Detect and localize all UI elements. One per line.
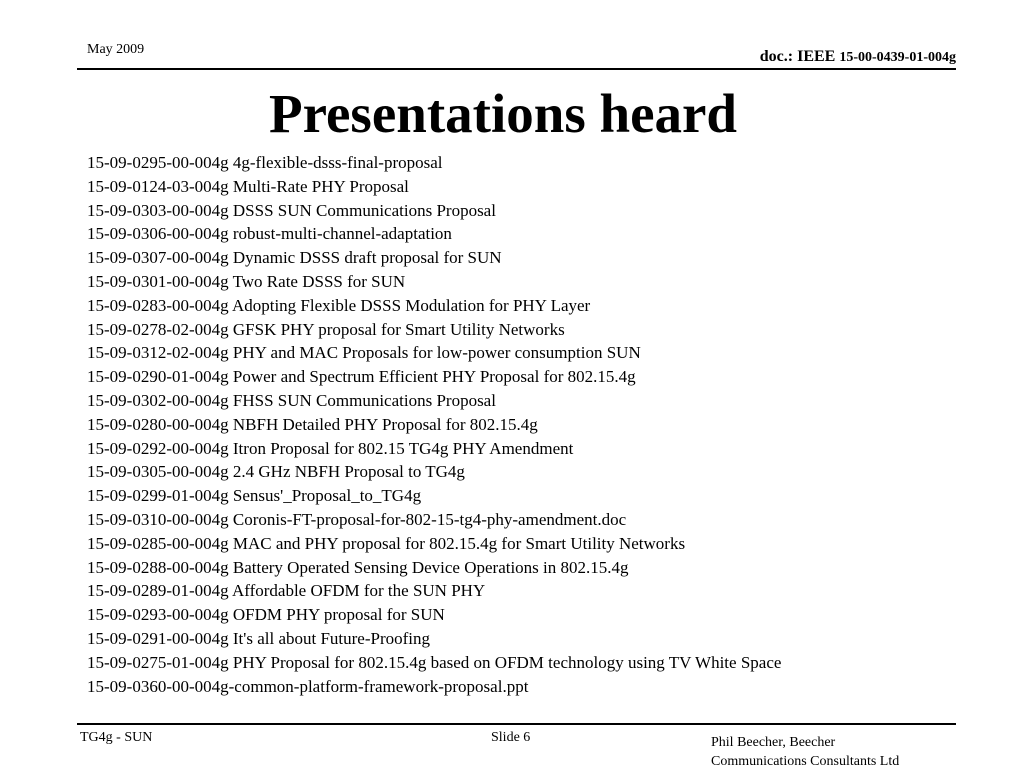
list-item: 15-09-0288-00-004g Battery Operated Sensing Device Operations in 802.15.4g	[87, 557, 629, 577]
presentation-list	[87, 151, 987, 698]
footer-author-line-2: Communications Consultants Ltd	[711, 754, 900, 769]
list-item: 15-09-0290-01-004g Power and Spectrum Efficient PHY Proposal for 802.15.4g	[87, 367, 636, 387]
list-item: 15-09-0292-00-004g Itron Proposal for 802.15 TG4g PHY Amendment	[87, 438, 574, 458]
list-item: 15-09-0305-00-004g 2.4 GHz NBFH Proposal to TG4g	[87, 462, 465, 482]
list-item: 15-09-0299-01-004g Sensus'_Proposal_to_TG4g	[87, 486, 422, 506]
slide-title: Presentations heard	[269, 83, 737, 144]
list-item: 15-09-0275-01-004g PHY Proposal for 802.15.4g based on OFDM technology using TV White Space	[87, 652, 782, 672]
list-item: 15-09-0301-00-004g Two Rate DSSS for SUN	[87, 271, 406, 291]
list-item: 15-09-0310-00-004g Coronis-FT-proposal-for-802-15-tg4-phy-amendment.doc	[87, 509, 627, 529]
header-doc-label: doc.: IEEE	[759, 48, 840, 65]
list-item: 15-09-0285-00-004g MAC and PHY proposal for 802.15.4g for Smart Utility Networks	[87, 533, 686, 553]
slide-number: Slide 6	[491, 730, 531, 745]
footer-divider	[77, 723, 956, 725]
list-item: 15-09-0289-01-004g Affordable OFDM for the SUN PHY	[87, 581, 486, 601]
header-doc-id	[760, 47, 956, 68]
list-item: 15-09-0360-00-004g-common-platform-framework-proposal.ppt	[87, 676, 529, 696]
list-item: 15-09-0278-02-004g GFSK PHY proposal for Smart Utility Networks	[87, 319, 565, 339]
footer-author-line-1: Phil Beecher, Beecher	[711, 735, 836, 750]
list-item: 15-09-0295-00-004g 4g-flexible-dsss-final-proposal	[87, 153, 443, 172]
list-item: 15-09-0307-00-004g Dynamic DSSS draft proposal for SUN	[87, 248, 502, 268]
list-item: 15-09-0302-00-004g FHSS SUN Communications Proposal	[87, 390, 496, 410]
footer-group-label: TG4g - SUN	[80, 730, 153, 745]
header-doc-number: 15-00-0439-01-004g	[839, 50, 956, 65]
list-item: 15-09-0280-00-004g NBFH Detailed PHY Proposal for 802.15.4g	[87, 414, 538, 434]
list-item: 15-09-0306-00-004g robust-multi-channel-adaptation	[87, 224, 452, 244]
list-item: 15-09-0303-00-004g DSSS SUN Communications Proposal	[87, 200, 496, 220]
footer-author	[711, 733, 981, 771]
list-item: 15-09-0124-03-004g Multi-Rate PHY Proposal	[87, 176, 409, 196]
header-date: May 2009	[87, 42, 145, 57]
header-divider	[77, 68, 956, 70]
list-item: 15-09-0312-02-004g PHY and MAC Proposals for low-power consumption SUN	[87, 343, 641, 363]
list-item: 15-09-0291-00-004g It's all about Future-Proofing	[87, 628, 431, 648]
list-item: 15-09-0283-00-004g Adopting Flexible DSSS Modulation for PHY Layer	[87, 295, 591, 315]
list-item: 15-09-0293-00-004g OFDM PHY proposal for SUN	[87, 605, 445, 625]
